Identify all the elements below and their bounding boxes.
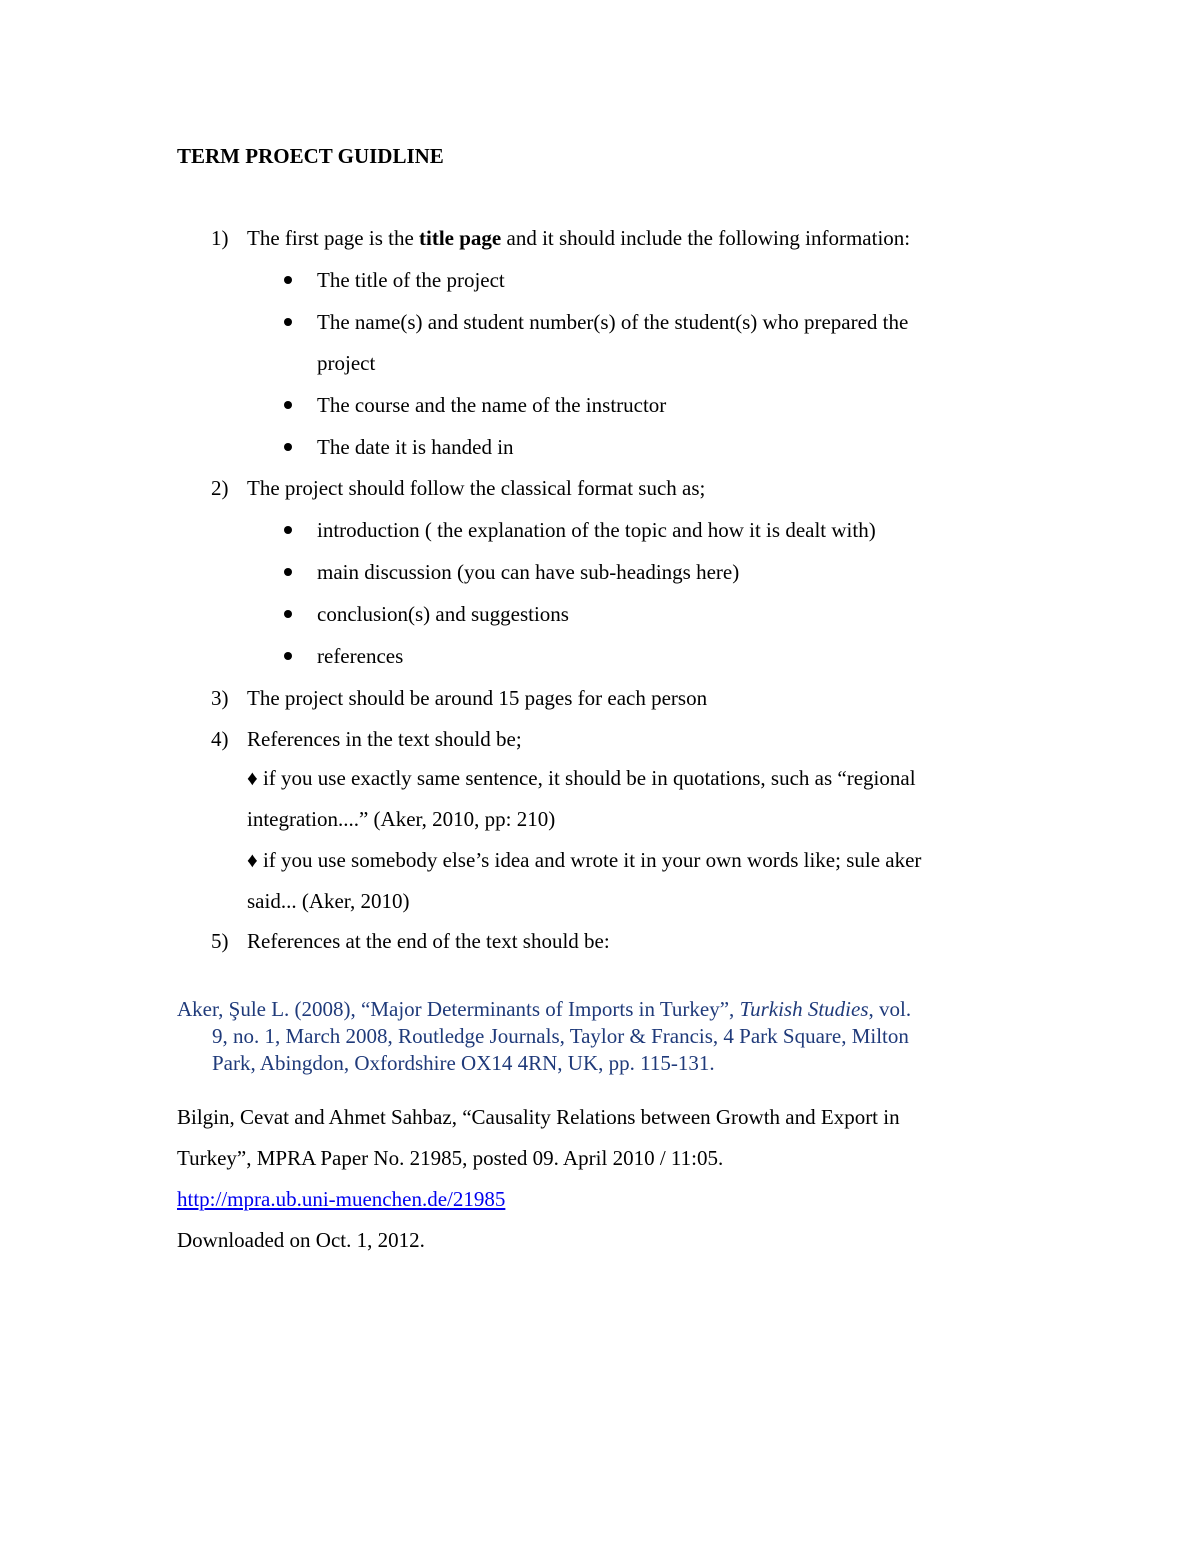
item-3-text: The project should be around 15 pages for each person bbox=[247, 686, 708, 710]
item-4-sub-2-line-2: said... (Aker, 2010) bbox=[247, 889, 410, 913]
bullet-icon bbox=[284, 276, 292, 284]
reference-downloaded-note: Downloaded on Oct. 1, 2012. bbox=[177, 1228, 425, 1252]
item-4-sub-2-line-1: if you use somebody else’s idea and wrote it in your own words like; sule aker bbox=[257, 848, 922, 872]
item-2-number: 2) bbox=[211, 476, 229, 500]
item-5-text: References at the end of the text should be: bbox=[247, 929, 610, 953]
item-4-sub-1-line-1: if you use exactly same sentence, it should be in quotations, such as “regional bbox=[257, 766, 916, 790]
item-1-number: 1) bbox=[211, 226, 229, 250]
reference-aker-part-b: , vol. bbox=[868, 997, 912, 1021]
item-4-number: 4) bbox=[211, 727, 229, 751]
reference-bilgin-line-1: Bilgin, Cevat and Ahmet Sahbaz, “Causality Relations between Growth and Export in bbox=[177, 1105, 900, 1129]
item-2-bullet-2: main discussion (you can have sub-headings here) bbox=[317, 560, 740, 584]
item-1-bullet-3: The course and the name of the instructor bbox=[317, 393, 667, 417]
item-2-bullet-4: references bbox=[317, 644, 404, 668]
item-2-text: The project should follow the classical format such as; bbox=[247, 476, 706, 500]
bullet-icon bbox=[284, 318, 292, 326]
item-2-bullet-1: introduction ( the explanation of the topic and how it is dealt with) bbox=[317, 518, 876, 542]
bullet-icon bbox=[284, 443, 292, 451]
item-1-text-after: and it should include the following information: bbox=[501, 226, 911, 250]
reference-aker-line-3: Park, Abingdon, Oxfordshire OX14 4RN, UK, pp. 115-131. bbox=[212, 1051, 715, 1075]
diamond-icon: ♦ bbox=[247, 848, 258, 872]
item-1-text bbox=[247, 228, 910, 249]
bullet-icon bbox=[284, 526, 292, 534]
item-1-bullet-2-cont: project bbox=[317, 351, 376, 375]
item-1-bullet-2: The name(s) and student number(s) of the student(s) who prepared the bbox=[317, 310, 909, 334]
reference-url-link[interactable]: http://mpra.ub.uni-muenchen.de/21985 bbox=[177, 1187, 506, 1211]
item-1-text-before: The first page is the bbox=[247, 226, 420, 250]
diamond-icon: ♦ bbox=[247, 766, 258, 790]
item-1-bullet-4: The date it is handed in bbox=[317, 435, 514, 459]
reference-bilgin-line-2: Turkey”, MPRA Paper No. 21985, posted 09. April 2010 / 11:05. bbox=[177, 1146, 724, 1170]
bullet-icon bbox=[284, 401, 292, 409]
reference-aker-line-1 bbox=[177, 999, 911, 1020]
item-4-sub-2 bbox=[247, 850, 921, 871]
item-4-sub-1 bbox=[247, 768, 916, 789]
item-4-text: References in the text should be; bbox=[247, 727, 522, 751]
item-4-sub-1-line-2: integration....” (Aker, 2010, pp: 210) bbox=[247, 807, 556, 831]
item-1-text-bold: title page bbox=[419, 226, 502, 250]
item-5-number: 5) bbox=[211, 929, 229, 953]
bullet-icon bbox=[284, 568, 292, 576]
reference-aker-journal: Turkish Studies bbox=[739, 997, 869, 1021]
item-2-bullet-3: conclusion(s) and suggestions bbox=[317, 602, 569, 626]
bullet-icon bbox=[284, 610, 292, 618]
reference-aker-line-2: 9, no. 1, March 2008, Routledge Journals, Taylor & Francis, 4 Park Square, Milton bbox=[212, 1024, 909, 1048]
reference-aker-part-a: Aker, Şule L. (2008), “Major Determinants of Imports in Turkey”, bbox=[177, 997, 740, 1021]
item-1-bullet-1: The title of the project bbox=[317, 268, 505, 292]
item-3-number: 3) bbox=[211, 686, 229, 710]
bullet-icon bbox=[284, 652, 292, 660]
document-title: TERM PROECT GUIDLINE bbox=[177, 144, 444, 168]
